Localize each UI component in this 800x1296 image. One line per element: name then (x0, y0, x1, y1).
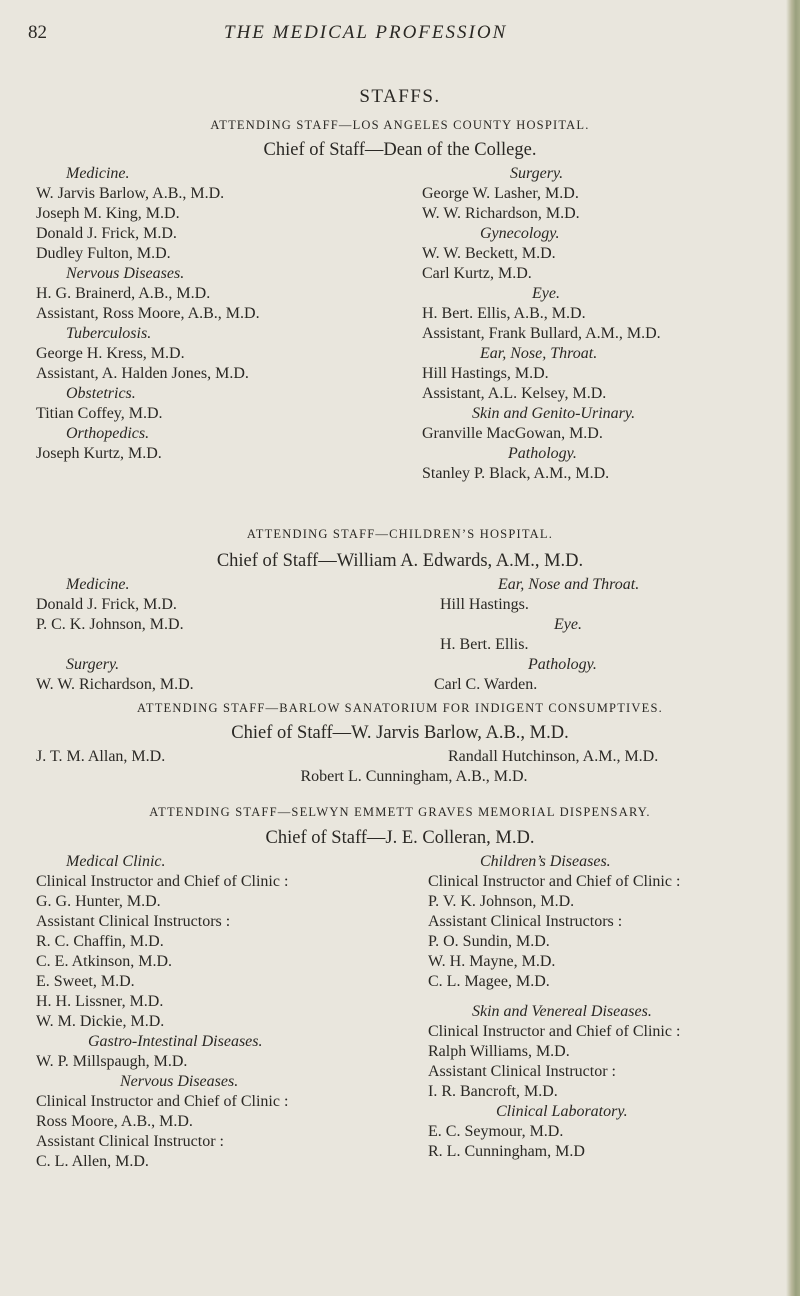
staff-title: Assistant Clinical Instructor : (428, 1063, 616, 1080)
chief-of-staff: Chief of Staff—Dean of the College. (263, 140, 537, 160)
staff-name: Robert L. Cunningham, A.B., M.D. (300, 768, 528, 785)
staff-name: W. W. Richardson, M.D. (422, 205, 580, 222)
staff-name: W. H. Mayne, M.D. (428, 953, 556, 970)
staff-name: W. P. Millspaugh, M.D. (36, 1053, 188, 1070)
staff-name: Assistant, Frank Bullard, A.M., M.D. (422, 325, 661, 342)
specialty-heading: Clinical Laboratory. (496, 1103, 628, 1120)
staff-name: Joseph Kurtz, M.D. (36, 445, 162, 462)
staff-name: W. Jarvis Barlow, A.B., M.D. (36, 185, 225, 202)
page-edge (786, 0, 800, 1296)
staff-name: George W. Lasher, M.D. (422, 185, 579, 202)
left-column (36, 852, 288, 1172)
specialty-heading: Children’s Diseases. (480, 853, 611, 870)
staff-title: Clinical Instructor and Chief of Clinic : (36, 873, 289, 890)
staff-name: Dudley Fulton, M.D. (36, 245, 171, 262)
specialty-heading: Eye. (532, 285, 560, 302)
section-heading: ATTENDING STAFF—CHILDREN’S HOSPITAL. (246, 527, 554, 541)
staff-name: Assistant, Ross Moore, A.B., M.D. (36, 305, 260, 322)
staff-name: Donald J. Frick, M.D. (36, 596, 177, 613)
staff-name: Donald J. Frick, M.D. (36, 225, 177, 242)
staff-name: Ross Moore, A.B., M.D. (36, 1113, 193, 1130)
main-title: STAFFS. (359, 86, 441, 107)
staff-name: W. M. Dickie, M.D. (36, 1013, 165, 1030)
section-heading: ATTENDING STAFF—SELWYN EMMETT GRAVES MEMORIAL DISPENSARY. (149, 805, 651, 819)
specialty-heading: Nervous Diseases. (120, 1073, 239, 1090)
staff-name: H. G. Brainerd, A.B., M.D. (36, 285, 211, 302)
specialty-heading: Skin and Venereal Diseases. (472, 1003, 652, 1020)
specialty-heading: Pathology. (508, 445, 577, 462)
staff-name: Carl C. Warden. (434, 676, 538, 693)
specialty-heading: Obstetrics. (66, 385, 136, 402)
chief-of-staff: Chief of Staff—J. E. Colleran, M.D. (265, 828, 535, 848)
running-title: THE MEDICAL PROFESSION (224, 22, 508, 43)
staff-title: Clinical Instructor and Chief of Clinic : (428, 1023, 681, 1040)
staff-name: C. E. Atkinson, M.D. (36, 953, 173, 970)
staff-name: Assistant, A.L. Kelsey, M.D. (422, 385, 607, 402)
page-number: 82 (28, 22, 47, 43)
staff-name: R. L. Cunningham, M.D (428, 1143, 585, 1160)
staff-name: H. Bert. Ellis, A.B., M.D. (422, 305, 586, 322)
spacer (36, 635, 194, 655)
specialty-heading: Skin and Genito-Urinary. (472, 405, 636, 422)
staff-name: Granville MacGowan, M.D. (422, 425, 603, 442)
running-head (28, 22, 648, 52)
staff-name: W. W. Richardson, M.D. (36, 676, 194, 693)
section-heading: ATTENDING STAFF—BARLOW SANATORIUM FOR INDIGENT CONSUMPTIVES. (137, 701, 663, 715)
right-column (422, 164, 661, 484)
specialty-heading: Gastro-Intestinal Diseases. (88, 1033, 263, 1050)
staff-name: Ralph Williams, M.D. (428, 1043, 570, 1060)
staff-name: Hill Hastings, M.D. (422, 365, 549, 382)
staff-name: Titian Coffey, M.D. (36, 405, 163, 422)
staff-name: W. W. Beckett, M.D. (422, 245, 556, 262)
specialty-heading: Medicine. (66, 165, 130, 182)
right-column (448, 747, 658, 767)
staff-name: J. T. M. Allan, M.D. (36, 748, 166, 765)
staff-name: Assistant, A. Halden Jones, M.D. (36, 365, 249, 382)
staff-name: H. H. Lissner, M.D. (36, 993, 164, 1010)
section-heading: ATTENDING STAFF—LOS ANGELES COUNTY HOSPITAL. (210, 118, 590, 132)
staff-name: Carl Kurtz, M.D. (422, 265, 532, 282)
staff-name: G. G. Hunter, M.D. (36, 893, 161, 910)
staff-title: Assistant Clinical Instructors : (36, 913, 231, 930)
specialty-heading: Medical Clinic. (66, 853, 166, 870)
left-column (36, 747, 165, 767)
staff-name: E. C. Seymour, M.D. (428, 1123, 564, 1140)
staff-name: H. Bert. Ellis. (440, 636, 529, 653)
spacer (428, 992, 680, 1002)
specialty-heading: Gynecology. (480, 225, 560, 242)
staff-name: R. C. Chaffin, M.D. (36, 933, 164, 950)
staff-name: I. R. Bancroft, M.D. (428, 1083, 558, 1100)
staff-title: Assistant Clinical Instructors : (428, 913, 623, 930)
staff-name: P. O. Sundin, M.D. (428, 933, 550, 950)
staff-title: Clinical Instructor and Chief of Clinic : (428, 873, 681, 890)
left-column (36, 575, 194, 695)
staff-name: C. L. Allen, M.D. (36, 1153, 149, 1170)
specialty-heading: Surgery. (66, 656, 120, 673)
left-column (36, 164, 260, 464)
specialty-heading: Tuberculosis. (66, 325, 152, 342)
staff-name: Hill Hastings. (440, 596, 529, 613)
staff-name: C. L. Magee, M.D. (428, 973, 550, 990)
staff-name: Randall Hutchinson, A.M., M.D. (448, 748, 659, 765)
specialty-heading: Surgery. (510, 165, 564, 182)
staff-name: P. C. K. Johnson, M.D. (36, 616, 184, 633)
staff-name: Joseph M. King, M.D. (36, 205, 180, 222)
specialty-heading: Nervous Diseases. (66, 265, 185, 282)
staff-name: Stanley P. Black, A.M., M.D. (422, 465, 610, 482)
specialty-heading: Medicine. (66, 576, 130, 593)
staff-title: Assistant Clinical Instructor : (36, 1133, 224, 1150)
specialty-heading: Ear, Nose and Throat. (498, 576, 640, 593)
right-column (428, 852, 680, 1162)
staff-name: George H. Kress, M.D. (36, 345, 185, 362)
chief-of-staff: Chief of Staff—William A. Edwards, A.M., M.D. (216, 551, 584, 571)
chief-of-staff: Chief of Staff—W. Jarvis Barlow, A.B., M.D. (231, 723, 569, 743)
specialty-heading: Ear, Nose, Throat. (480, 345, 598, 362)
staff-name: E. Sweet, M.D. (36, 973, 135, 990)
staff-name: P. V. K. Johnson, M.D. (428, 893, 575, 910)
specialty-heading: Orthopedics. (66, 425, 150, 442)
specialty-heading: Eye. (554, 616, 582, 633)
staff-title: Clinical Instructor and Chief of Clinic : (36, 1093, 289, 1110)
right-column (434, 575, 639, 695)
centered-name-row (0, 767, 800, 787)
specialty-heading: Pathology. (528, 656, 597, 673)
